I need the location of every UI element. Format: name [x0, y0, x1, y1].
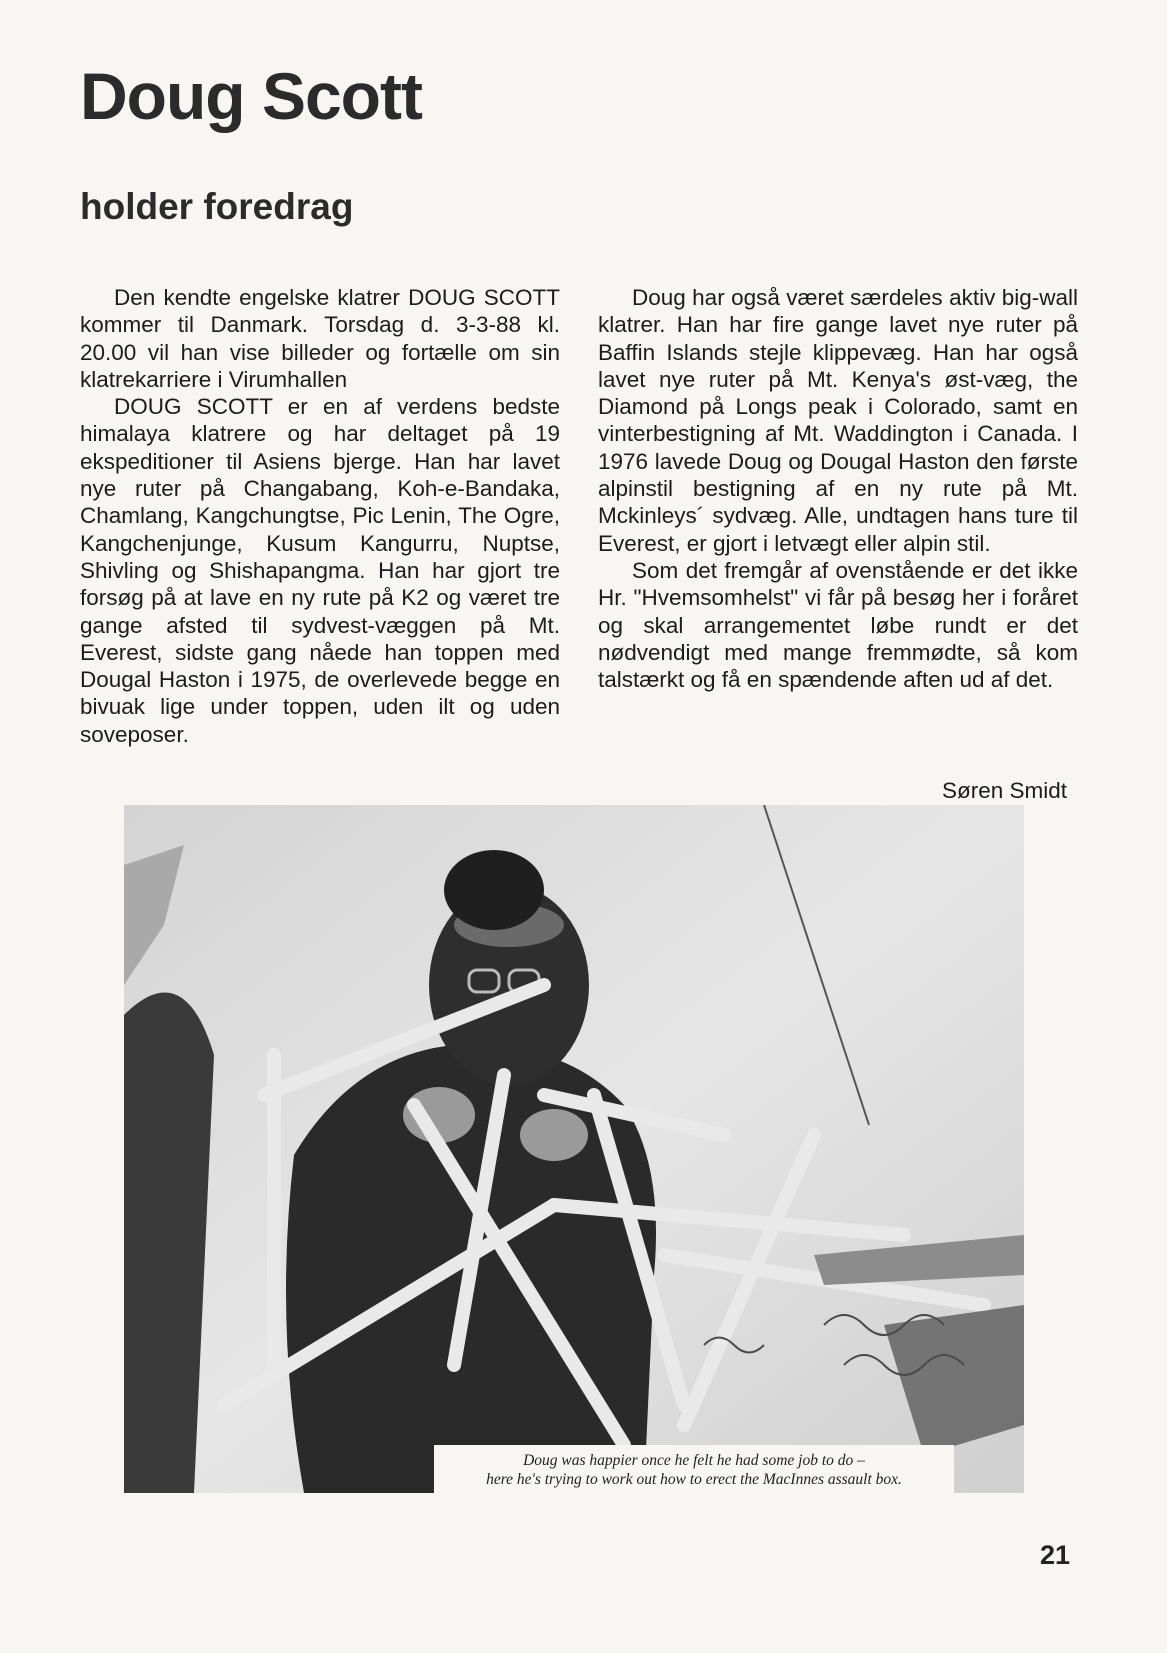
caption-line-2: here he's trying to work out how to erect the MacInnes assault box.	[486, 1471, 902, 1488]
author-signature: Søren Smidt	[941, 778, 1067, 803]
page-number: 21	[1040, 1540, 1071, 1570]
article-subtitle: holder foredrag	[80, 186, 354, 227]
left-paragraph-2: DOUG SCOTT er en af verdens bedste himalaya klatrere og har deltaget på 19 ekspeditioner til Asiens bjerge. Han har lavet nye ruter på Changabang, Koh-e-Bandaka, Chamlang, Kangchungtse, Pic Lenin, The Ogre, Kangchenjunge, Kusum Kangurru, Nuptse, Shivling og Shishapangma. Han har gjort tre forsøg på at lave en ny rute på K2 og været tre gange afsted til sydvest-væggen på Mt. Everest, sidste gang nåede han toppen med Dougal Haston i 1975, de overlevede begge en bivuak lige under toppen, uden ilt og uden soveposer.	[80, 394, 560, 747]
right-paragraph-1: Doug har også været særdeles aktiv big-wall klatrer. Han har fire gange lavet nye ruter på Baffin Islands stejle klippevæg. Han har også lavet nye ruter på Mt. Kenya's øst-væg, the Diamond på Longs peak i Colorado, samt en vinterbestigning af Mt. Waddington i Canada. I 1976 lavede Doug og Dougal Haston den første alpinstil bestigning af en ny rute på Mt. Mckinleys´ sydvæg. Alle, undtagen hans ture til Everest, er gjort i letvægt eller alpin stil.	[598, 285, 1078, 556]
caption-line-1: Doug was happier once he felt he had some job to do –	[523, 1452, 865, 1469]
right-column	[598, 284, 1078, 693]
photo-illustration	[124, 805, 1024, 1493]
photo-caption	[434, 1445, 954, 1493]
left-paragraph-1: Den kendte engelske klatrer DOUG SCOTT kommer til Danmark. Torsdag d. 3-3-88 kl. 20.00 vil han vise billeder og fortælle om sin klatrekarriere i Virumhallen	[80, 285, 560, 392]
article-photo	[124, 805, 1024, 1493]
article-title: Doug Scott	[80, 59, 422, 133]
left-column	[80, 284, 560, 748]
right-paragraph-2: Som det fremgår af ovenstående er det ikke Hr. "Hvemsomhelst" vi får på besøg her i foråret og skal arrangementet løbe rundt er det nødvendigt med mange fremmødte, så kom talstærkt og få en spændende aften ud af det.	[598, 557, 1078, 693]
